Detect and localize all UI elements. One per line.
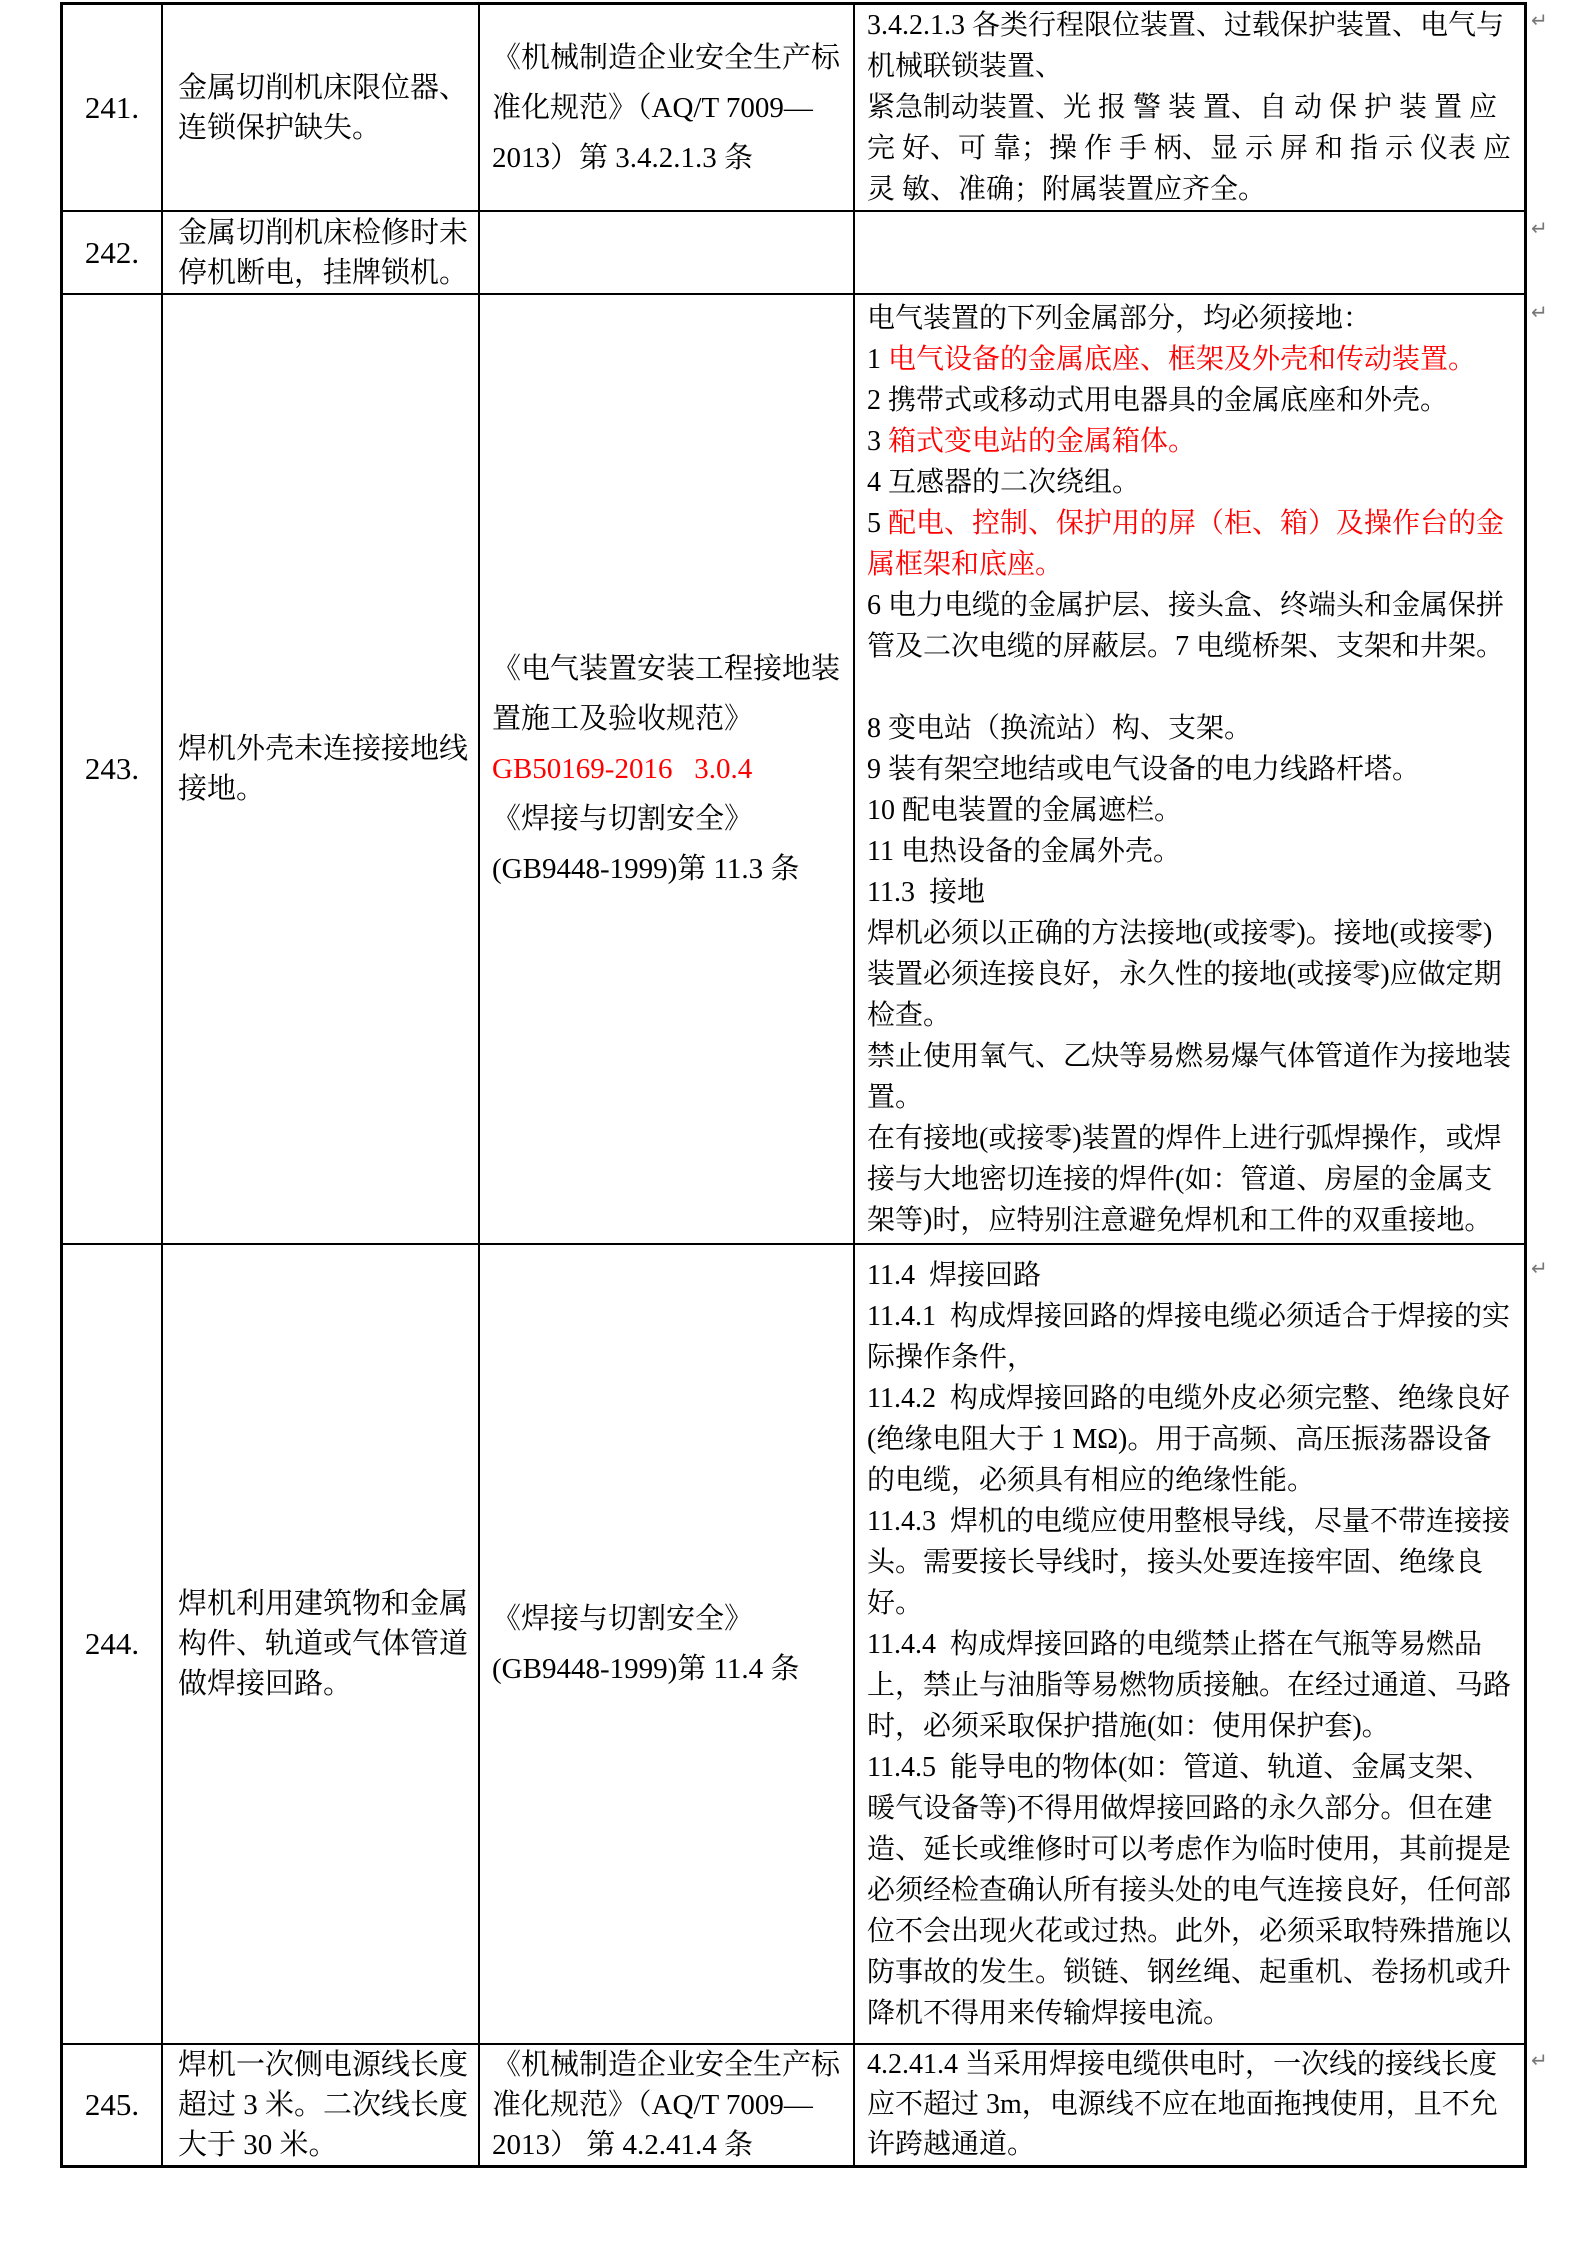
paragraph: [867, 1378, 1512, 1501]
paragraph: [492, 33, 847, 183]
body-text: 《焊接与切割安全》: [492, 1603, 754, 1635]
paragraph: [492, 644, 847, 744]
issue-cell: [163, 295, 480, 1243]
paragraph: [867, 872, 1512, 913]
body-text: 3.4.2.1.3 各类行程限位装置、过载保护装置、电气与机械联锁装置、: [867, 10, 1505, 82]
body-text: 6 电力电缆的金属护层、接头盒、终端头和金属保拼管及二次电缆的屏蔽层。7 电缆桥架、支架和井架。: [867, 589, 1505, 662]
paragraph: [867, 1036, 1512, 1118]
regulation-detail-cell: [855, 212, 1524, 293]
paragraph-mark-icon: ↵: [1531, 1256, 1548, 1280]
body-text: 4 互感器的二次绕组。: [867, 466, 1141, 498]
table-row: [63, 1245, 1524, 2045]
paragraph: [867, 1296, 1512, 1378]
row-number-cell: [63, 2045, 163, 2165]
paragraph-mark-icon: ↵: [1531, 8, 1548, 32]
table-row: [63, 5, 1524, 212]
regulation-detail-cell: [855, 295, 1524, 1243]
table-row: [63, 2045, 1524, 2165]
issue-text: 焊机利用建筑物和金属构件、轨道或气体管道做焊接回路。: [178, 1588, 469, 1700]
standard-basis-cell: [480, 212, 855, 293]
row-number: 244.: [84, 1626, 140, 1661]
highlighted-text: 配电、控制、保护用的屏（柜、箱）及操作台的金属框架和底座。: [867, 507, 1505, 580]
regulation-detail-text: [867, 1255, 1512, 2034]
issue-text: 金属切削机床限位器、连锁保护缺失。: [178, 71, 469, 144]
body-text: 11.4 焊接回路: [867, 1259, 1041, 1291]
issue-cell: [163, 1245, 480, 2043]
row-number-cell: [63, 295, 163, 1243]
body-text: 禁止使用氧气、乙炔等易燃易爆气体管道作为接地装置。: [867, 1040, 1512, 1113]
paragraph: [867, 380, 1512, 421]
paragraph: [867, 1118, 1512, 1241]
row-number-cell: [63, 212, 163, 293]
paragraph: [492, 1594, 847, 1644]
paragraph: [867, 5, 1512, 87]
body-text: 8 变电站（换流站）构、支架。: [867, 712, 1253, 744]
paragraph: [867, 585, 1512, 667]
row-number: 241.: [84, 89, 140, 125]
paragraph: [492, 1644, 847, 1694]
standard-basis-cell: [480, 1245, 855, 2043]
body-text: 5: [867, 507, 888, 539]
highlighted-text: GB50169-2016 3.0.4: [492, 753, 753, 785]
body-text: (GB9448-1999)第 11.4 条: [492, 1653, 800, 1685]
paragraph: [867, 503, 1512, 585]
row-number: 243.: [84, 751, 140, 786]
body-text: 《焊接与切割安全》: [492, 803, 754, 835]
body-text: 2 携带式或移动式用电器具的金属底座和外壳。: [867, 384, 1449, 416]
body-text: 11.4.1 构成焊接回路的焊接电缆必须适合于焊接的实际操作条件，: [867, 1300, 1510, 1373]
body-text: 《电气装置安装工程接地装置施工及验收规范》: [492, 653, 841, 735]
highlighted-text: 电气设备的金属底座、框架及外壳和传动装置。: [888, 343, 1477, 375]
body-text: 11.4.3 焊机的电缆应使用整根导线，尽量不带连接接头。需要接长导线时，接头处要连接牢固、绝缘良好。: [867, 1505, 1510, 1619]
regulation-detail-cell: [855, 2045, 1524, 2165]
regulation-detail-text: [867, 5, 1519, 210]
body-text: 3: [867, 425, 888, 457]
row-number: 245.: [84, 2087, 140, 2122]
issue-cell: [163, 5, 480, 210]
row-number-cell: [63, 5, 163, 210]
regulation-detail-cell: [855, 5, 1524, 210]
body-text: 11 电热设备的金属外壳。: [867, 835, 1181, 867]
body-text: 《机械制造企业安全生产标准化规范》（AQ/T 7009—2013）第 3.4.2.1.3 条: [492, 41, 841, 174]
paragraph: [867, 708, 1512, 749]
body-text: (GB9448-1999)第 11.3 条: [492, 853, 800, 885]
paragraph: [867, 1624, 1512, 1747]
paragraph: [867, 913, 1512, 1036]
paragraph: [867, 831, 1512, 872]
standard-basis-text: [492, 1594, 847, 1694]
paragraph: [867, 87, 1519, 210]
regulation-detail-text: [867, 298, 1512, 1241]
standard-basis-text: [492, 33, 847, 183]
paragraph: [867, 1255, 1512, 1296]
regulation-detail-cell: [855, 1245, 1524, 2043]
row-number: 242.: [84, 234, 140, 270]
issue-cell: [163, 212, 480, 293]
paragraph: [867, 667, 1512, 708]
paragraph: [867, 1501, 1512, 1624]
issue-text: 焊机一次侧电源线长度超过 3 米。二次线长度大于 30 米。: [178, 2049, 469, 2161]
regulation-detail-text: [867, 2045, 1512, 2165]
body-text: 9 装有架空地结或电气设备的电力线路杆塔。: [867, 753, 1421, 785]
body-text: 紧急制动装置、光 报 警 装 置、自 动 保 护 装 置 应 完 好、可 靠；操 作 手 柄、显 示 屏 和 指 示 仪表 应 灵 敏、准确；附属装置应齐全。: [867, 92, 1519, 205]
standard-basis-cell: [480, 2045, 855, 2165]
standard-basis-cell: [480, 295, 855, 1243]
body-text: 11.4.4 构成焊接回路的电缆禁止搭在气瓶等易燃品上，禁止与油脂等易燃物质接触。在经过通道、马路时，必须采取保护措施(如：使用保护套)。: [867, 1628, 1512, 1742]
table-row: [63, 212, 1524, 295]
regulation-table: [60, 2, 1527, 2168]
body-text: 焊机必须以正确的方法接地(或接零)。接地(或接零)装置必须连接良好，永久性的接地(或接零)应做定期检查。: [867, 917, 1502, 1031]
paragraph: [867, 790, 1512, 831]
paragraph: [867, 339, 1512, 380]
standard-basis-cell: [480, 5, 855, 210]
paragraph: [492, 794, 847, 844]
paragraph: [867, 749, 1512, 790]
issue-cell: [163, 2045, 480, 2165]
paragraph: [492, 844, 847, 894]
issue-text: 焊机外壳未连接接地线接地。: [178, 733, 469, 805]
paragraph-mark-icon: ↵: [1531, 300, 1548, 324]
paragraph: [867, 1747, 1512, 2034]
body-text: 电气装置的下列金属部分，均必须接地：: [867, 302, 1372, 334]
standard-basis-text: [492, 2045, 847, 2165]
body-text: 4.2.41.4 当采用焊接电缆供电时，一次线的接线长度应不超过 3m，电源线不应在地面拖拽使用，且不允许跨越通道。: [867, 2049, 1498, 2160]
paragraph-mark-icon: ↵: [1531, 2048, 1548, 2072]
row-number-cell: [63, 1245, 163, 2043]
paragraph: [867, 462, 1512, 503]
body-text: 11.4.5 能导电的物体(如：管道、轨道、金属支架、暖气设备等)不得用做焊接回路的永久部分。但在建造、延长或维修时可以考虑作为临时使用，其前提是必须经检查确认所有接头处的电气连接良好，任何部位不会出现火花或过热。此外，必须采取特殊措施以防事故的发生。锁链、钢丝绳、起重机、卷扬机或升降机不得用来传输焊接电流。: [867, 1751, 1512, 2029]
paragraph: [867, 298, 1512, 339]
body-text: 《机械制造企业安全生产标准化规范》（AQ/T 7009—2013） 第 4.2.41.4 条: [492, 2049, 841, 2161]
paragraph-mark-icon: ↵: [1531, 216, 1548, 240]
paragraph: [492, 744, 847, 794]
body-text: 11.4.2 构成焊接回路的电缆外皮必须完整、绝缘良好(绝缘电阻大于 1 MΩ)。用于高频、高压振荡器设备的电缆，必须具有相应的绝缘性能。: [867, 1382, 1510, 1496]
standard-basis-text: [492, 644, 847, 894]
paragraph: [867, 2045, 1512, 2165]
issue-text: 金属切削机床检修时未停机断电，挂牌锁机。: [178, 216, 469, 289]
paragraph: [492, 2045, 847, 2165]
body-text: 在有接地(或接零)装置的焊件上进行弧焊操作，或焊接与大地密切连接的焊件(如：管道、房屋的金属支架等)时，应特别注意避免焊机和工件的双重接地。: [867, 1122, 1502, 1236]
table-row: [63, 295, 1524, 1245]
body-text: 1: [867, 343, 888, 375]
paragraph: [867, 421, 1512, 462]
highlighted-text: 箱式变电站的金属箱体。: [888, 425, 1197, 457]
body-text: 10 配电装置的金属遮栏。: [867, 794, 1183, 826]
body-text: 11.3 接地: [867, 876, 985, 908]
